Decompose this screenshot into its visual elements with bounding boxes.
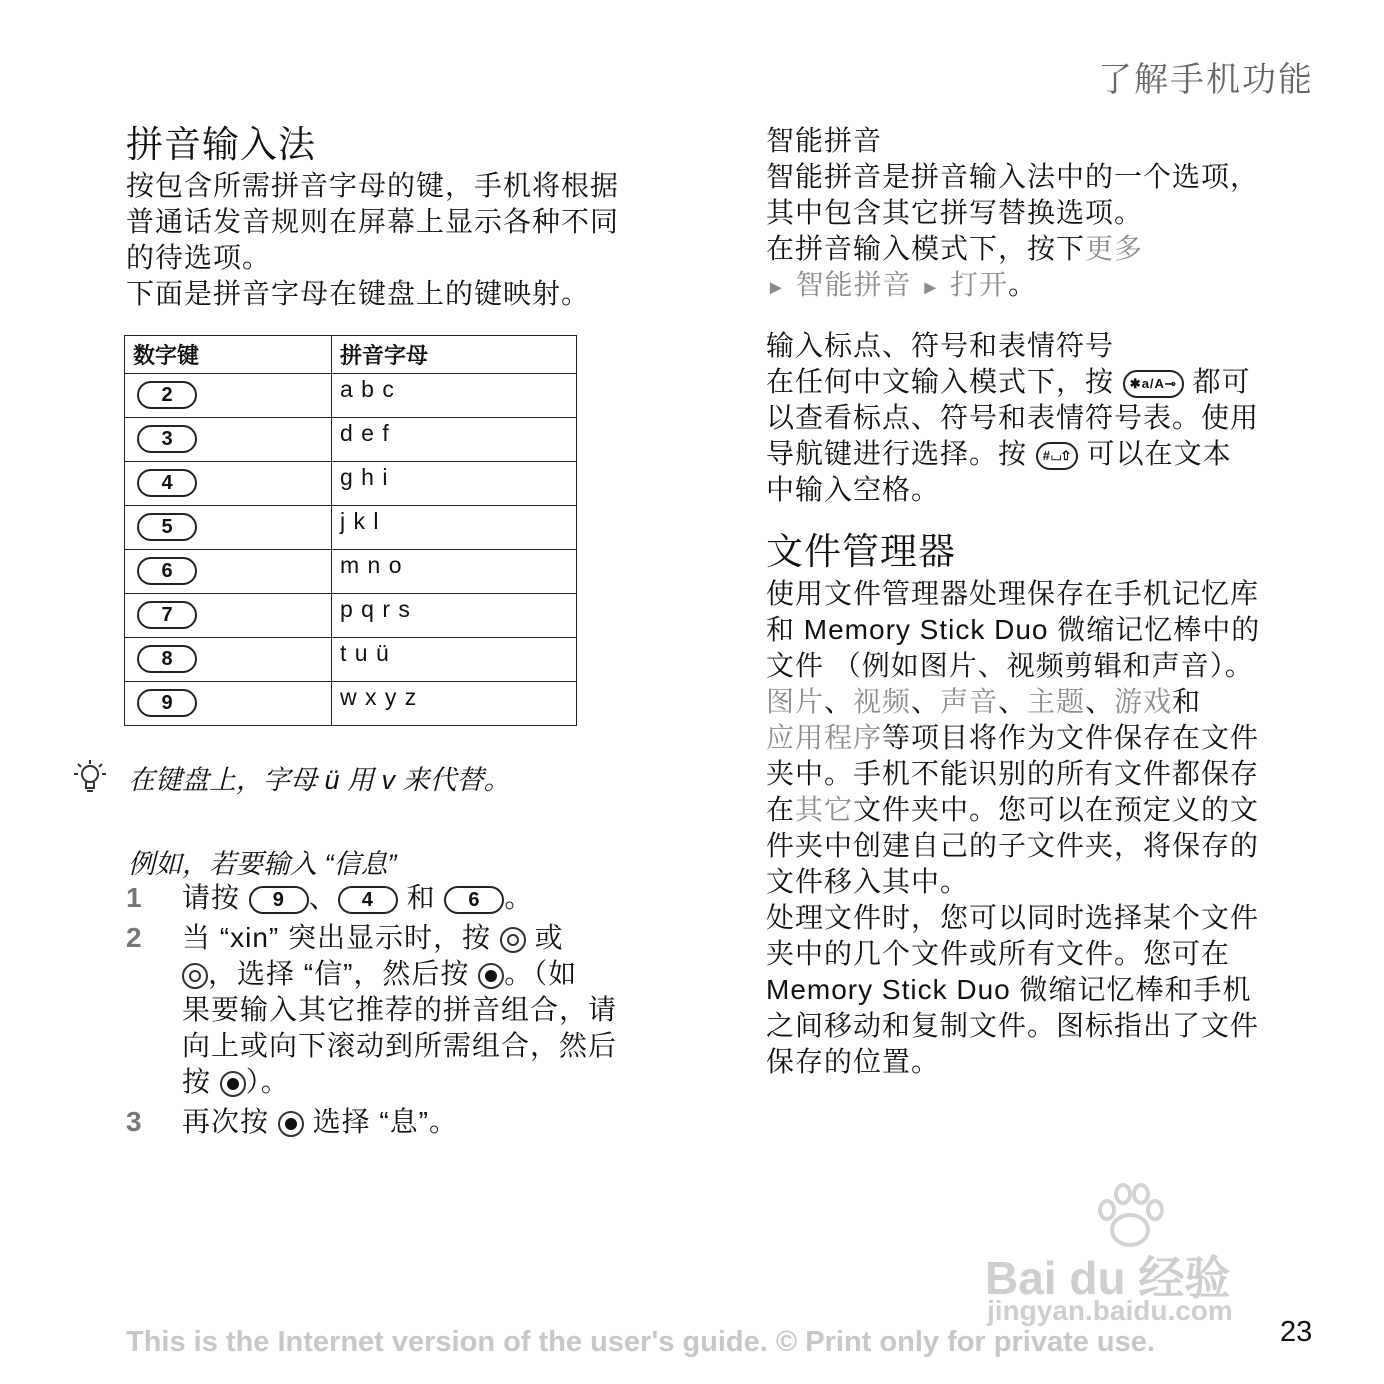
separator: 、	[824, 686, 854, 717]
step-text: 果要输入其它推荐的拼音组合，请	[182, 994, 618, 1025]
footer-notice: This is the Internet version of the user's guide. © Print only for private use.	[126, 1326, 1155, 1358]
section-heading: 输入标点、符号和表情符号	[766, 330, 1115, 361]
body-text: 可以在文本	[1086, 438, 1232, 469]
key-cell	[125, 462, 332, 506]
pinyin-title: 拼音输入法	[126, 124, 316, 165]
file-manager-body	[766, 576, 1326, 1080]
key-cell	[125, 638, 332, 682]
step-text: ）。	[245, 1066, 290, 1097]
step-text: 和	[406, 882, 436, 913]
folder-sounds: 声音	[940, 686, 999, 717]
watermark-brand: Bai du 经验	[985, 1252, 1231, 1304]
body-line: 夹中。手机不能识别的所有文件都保存	[766, 758, 1260, 789]
body-line: 使用文件管理器处理保存在手机记忆库	[766, 578, 1260, 609]
step-text: 。（如	[504, 958, 578, 989]
table-row	[125, 506, 577, 550]
body-line: 保存的位置。	[766, 1046, 941, 1077]
steps	[126, 880, 686, 1140]
column-header: 数字键	[125, 336, 332, 374]
key-cell	[125, 506, 332, 550]
separator: 、	[1085, 686, 1115, 717]
letters-cell: a b c	[332, 374, 577, 418]
pinyin-intro	[126, 168, 619, 312]
key-mapping-table	[124, 335, 577, 726]
body-text: 导航键进行选择。按	[766, 438, 1028, 469]
key-cell	[125, 374, 332, 418]
body-line: 文件移入其中。	[766, 866, 970, 897]
intro-line: 按包含所需拼音字母的键，手机将根据	[126, 170, 620, 201]
example-title: 例如，若要输入 “信息”	[128, 849, 397, 879]
arrow-icon: ►	[920, 277, 942, 299]
folder-themes: 主题	[1027, 686, 1086, 717]
select-key-icon	[478, 963, 504, 989]
paw-icon	[1085, 1180, 1175, 1250]
hash-key-icon: #⌴⇧	[1036, 442, 1078, 470]
letters-cell: w x y z	[332, 682, 577, 726]
body-line: 文件 （例如图片、视频剪辑和声音）。	[766, 650, 1254, 681]
key-3-icon: 3	[137, 425, 197, 453]
separator: 、	[308, 882, 338, 913]
key-5-icon: 5	[137, 513, 197, 541]
table-row	[125, 374, 577, 418]
body-line: 处理文件时，您可以同时选择某个文件	[766, 902, 1260, 933]
select-key-icon	[220, 1071, 246, 1097]
column-header: 拼音字母	[332, 336, 577, 374]
select-key-icon	[278, 1111, 304, 1137]
step-3	[126, 1104, 686, 1140]
menu-more: 更多	[1085, 233, 1144, 264]
step-text: 向上或向下滚动到所需组合，然后	[182, 1030, 618, 1061]
table-row	[125, 682, 577, 726]
nav-right-icon	[182, 963, 208, 989]
key-4: 4	[338, 886, 398, 914]
key-6-icon: 6	[137, 557, 197, 585]
key-cell	[125, 550, 332, 594]
folder-other: 其它	[795, 794, 854, 825]
menu-on: 打开	[949, 269, 1008, 300]
body-line: 夹中的几个文件或所有文件。您可在	[766, 938, 1231, 969]
folder-games: 游戏	[1114, 686, 1173, 717]
folder-pictures: 图片	[766, 686, 825, 717]
table-row	[125, 462, 577, 506]
key-8-icon: 8	[137, 645, 197, 673]
file-manager-title: 文件管理器	[766, 531, 956, 572]
body-text: 在	[766, 794, 796, 825]
body-line: 其中包含其它拼写替换选项。	[766, 197, 1144, 228]
step-text: 选择 “息”。	[312, 1106, 459, 1137]
step-1	[126, 880, 686, 916]
nav-left-icon	[500, 927, 526, 953]
body-text: 和	[1172, 686, 1202, 717]
step-text: 或	[534, 922, 564, 953]
letters-cell: t u ü	[332, 638, 577, 682]
section-title: 了解手机功能	[1098, 61, 1314, 99]
baidu-watermark	[985, 1180, 1305, 1330]
table-row	[125, 594, 577, 638]
letters-cell: d e f	[332, 418, 577, 462]
table-row	[125, 418, 577, 462]
arrow-icon: ►	[766, 277, 787, 299]
symbols-section	[766, 328, 1326, 508]
body-text: 都可	[1192, 366, 1251, 397]
table-row	[125, 550, 577, 594]
smart-pinyin-section	[766, 123, 1326, 306]
tip-icon	[72, 758, 108, 798]
step-text: ，选择 “信”，然后按	[208, 958, 470, 989]
key-9: 9	[249, 886, 309, 914]
body-line: Memory Stick Duo 微缩记忆棒和手机	[766, 974, 1252, 1005]
body-line: 之间移动和复制文件。图标指出了文件	[766, 1010, 1260, 1041]
tip-text: 在键盘上，字母 ü 用 v 来代替。	[128, 765, 511, 795]
key-cell	[125, 682, 332, 726]
key-6: 6	[444, 886, 504, 914]
body-line: 智能拼音是拼音输入法中的一个选项，	[766, 161, 1260, 192]
step-text: 再次按	[182, 1106, 270, 1137]
body-line: 和 Memory Stick Duo 微缩记忆棒中的	[766, 614, 1261, 645]
menu-smart-pinyin: 智能拼音	[795, 269, 912, 300]
separator: 、	[998, 686, 1028, 717]
separator: 、	[911, 686, 941, 717]
letters-cell: p q r s	[332, 594, 577, 638]
intro-line: 下面是拼音字母在键盘上的键映射。	[126, 278, 591, 309]
body-text: 文件夹中。您可以在预定义的文	[853, 794, 1260, 825]
body-text: 。	[1007, 269, 1037, 300]
intro-line: 普通话发音规则在屏幕上显示各种不同	[126, 206, 620, 237]
letters-cell: m n o	[332, 550, 577, 594]
step-text: 按	[182, 1066, 212, 1097]
page-number: 23	[1280, 1316, 1313, 1348]
key-cell	[125, 418, 332, 462]
folder-videos: 视频	[853, 686, 912, 717]
intro-line: 的待选项。	[126, 242, 272, 273]
step-number: 3	[126, 1106, 143, 1137]
body-text: 等项目将作为文件保存在文件	[882, 722, 1260, 753]
key-cell	[125, 594, 332, 638]
folder-applications: 应用程序	[766, 722, 883, 753]
section-heading: 智能拼音	[766, 125, 883, 156]
body-line: 以查看标点、符号和表情符号表。使用	[766, 402, 1260, 433]
step-text: 。	[504, 882, 534, 913]
step-text: 当 “xin” 突出显示时，按	[182, 922, 492, 953]
table-row	[125, 638, 577, 682]
letters-cell: j k l	[332, 506, 577, 550]
key-7-icon: 7	[137, 601, 197, 629]
watermark-url: jingyan.baidu.com	[987, 1295, 1233, 1326]
step-text: 请按	[182, 882, 241, 913]
body-line: 中输入空格。	[766, 474, 941, 505]
body-text: 在任何中文输入模式下，按	[766, 366, 1115, 397]
body-line: 件夹中创建自己的子文件夹，将保存的	[766, 830, 1260, 861]
key-2-icon: 2	[137, 381, 197, 409]
step-number: 2	[126, 922, 143, 953]
star-key-icon: ✱a/A⊸	[1123, 370, 1184, 398]
step-2	[126, 920, 686, 956]
key-4-icon: 4	[137, 469, 197, 497]
letters-cell: g h i	[332, 462, 577, 506]
step-number: 1	[126, 882, 143, 913]
key-9-icon: 9	[137, 689, 197, 717]
body-text: 在拼音输入模式下，按下	[766, 233, 1086, 264]
